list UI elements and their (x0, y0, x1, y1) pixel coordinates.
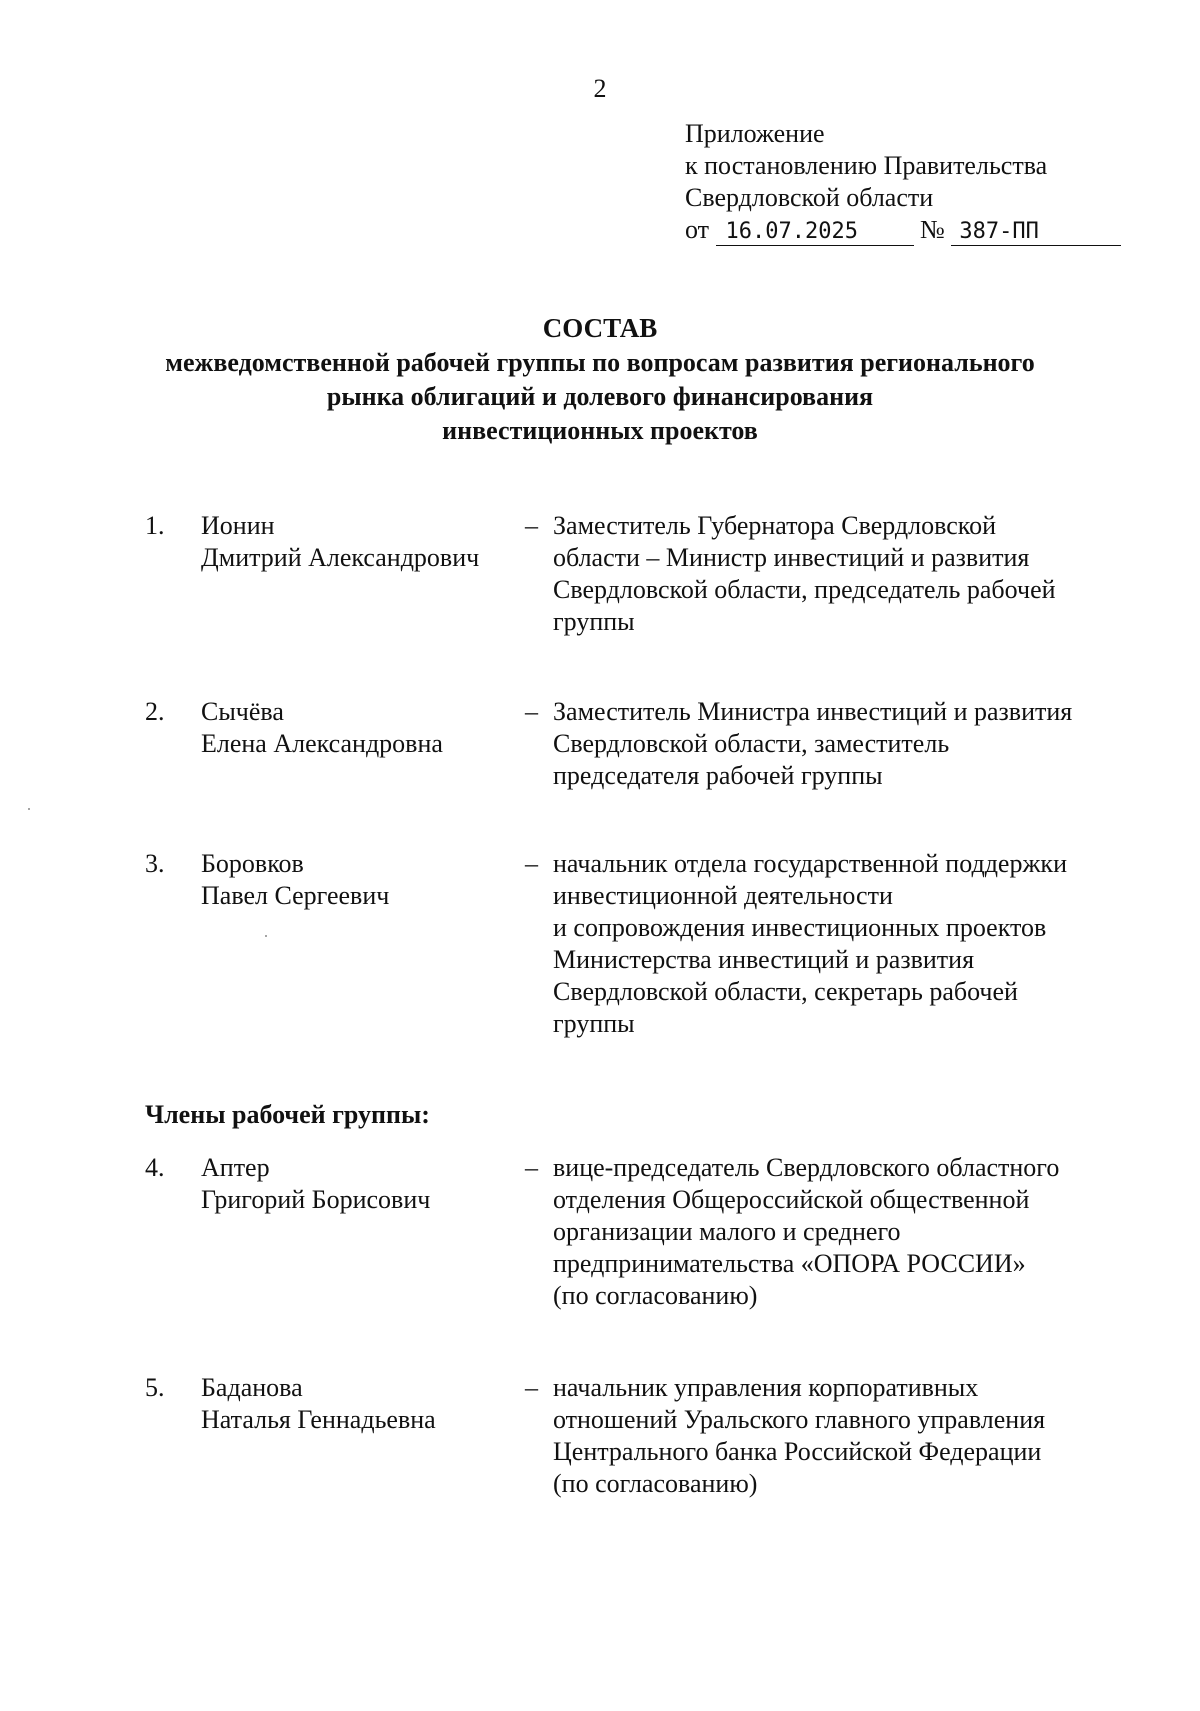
role-line: Заместитель Министра инвестиций и развития (553, 697, 1073, 726)
resolution-date: 16.07.2025 (725, 219, 858, 244)
role-line: группы (553, 607, 635, 636)
role-line: председателя рабочей группы (553, 761, 883, 790)
member-name (201, 1152, 521, 1216)
role-line: отделения Общероссийской общественной (553, 1185, 1030, 1214)
member-role (553, 1372, 1133, 1500)
role-line: области – Министр инвестиций и развития (553, 543, 1030, 572)
role-line: (по согласованию) (553, 1281, 758, 1310)
dash-separator: – (525, 1373, 538, 1402)
role-line: (по согласованию) (553, 1469, 758, 1498)
dash-separator: – (525, 849, 538, 878)
role-line: Министерства инвестиций и развития (553, 945, 975, 974)
member-role (553, 510, 1133, 638)
role-line: предпринимательства «ОПОРА РОССИИ» (553, 1249, 1026, 1278)
number-label: № (920, 215, 945, 244)
title-sub-line: инвестиционных проектов (442, 416, 758, 445)
scan-speck (265, 935, 267, 937)
role-line: вице-председатель Свердловского областного (553, 1153, 1060, 1182)
role-line: начальник отдела государственной поддержки (553, 849, 1067, 878)
member-number: 3. (145, 849, 165, 878)
role-line: группы (553, 1009, 635, 1038)
dash-separator: – (525, 511, 538, 540)
member-given-names: Наталья Геннадьевна (201, 1405, 436, 1434)
appendix-resolution-ref: к постановлению Правительства (685, 151, 1048, 180)
member-given-names: Павел Сергеевич (201, 881, 390, 910)
member-number: 1. (145, 511, 165, 540)
from-label: от (685, 215, 710, 244)
role-line: Свердловской области, секретарь рабочей (553, 977, 1018, 1006)
resolution-number: 387-ПП (959, 219, 1039, 244)
scan-speck (28, 808, 30, 810)
member-surname: Сычёва (201, 697, 284, 726)
role-line: отношений Уральского главного управления (553, 1405, 1046, 1434)
member-name (201, 1372, 521, 1436)
role-line: Центрального банка Российской Федерации (553, 1437, 1042, 1466)
member-number: 4. (145, 1153, 165, 1182)
appendix-date-number (685, 214, 1121, 246)
title-sub-line: межведомственной рабочей группы по вопросам развития регионального (165, 348, 1035, 377)
page-number: 2 (593, 74, 607, 103)
member-name (201, 848, 521, 912)
member-name (201, 696, 521, 760)
member-role (553, 696, 1133, 792)
member-given-names: Елена Александровна (201, 729, 443, 758)
dash-separator: – (525, 1153, 538, 1182)
member-surname: Аптер (201, 1153, 270, 1182)
member-surname: Баданова (201, 1373, 303, 1402)
role-line: и сопровождения инвестиционных проектов (553, 913, 1047, 942)
title-sub-line: рынка облигаций и долевого финансирования (326, 382, 874, 411)
dash-separator: – (525, 697, 538, 726)
date-field (716, 217, 914, 246)
appendix-region: Свердловской области (685, 183, 934, 212)
document-title (100, 310, 1100, 448)
role-line: Свердловской области, заместитель (553, 729, 950, 758)
member-surname: Ионин (201, 511, 275, 540)
member-role (553, 848, 1133, 1040)
member-role (553, 1152, 1133, 1312)
role-line: организации малого и среднего (553, 1217, 901, 1246)
members-heading: Члены рабочей группы: (145, 1100, 430, 1129)
number-field (951, 217, 1121, 246)
role-line: Заместитель Губернатора Свердловской (553, 511, 996, 540)
member-surname: Боровков (201, 849, 304, 878)
appendix-header (685, 118, 1121, 246)
role-line: Свердловской области, председатель рабочей (553, 575, 1056, 604)
role-line: начальник управления корпоративных (553, 1373, 979, 1402)
member-number: 5. (145, 1373, 165, 1402)
member-given-names: Дмитрий Александрович (201, 543, 480, 572)
member-name (201, 510, 521, 574)
member-number: 2. (145, 697, 165, 726)
appendix-title: Приложение (685, 119, 825, 148)
role-line: инвестиционной деятельности (553, 881, 893, 910)
title-main: СОСТАВ (542, 313, 658, 343)
member-given-names: Григорий Борисович (201, 1185, 431, 1214)
